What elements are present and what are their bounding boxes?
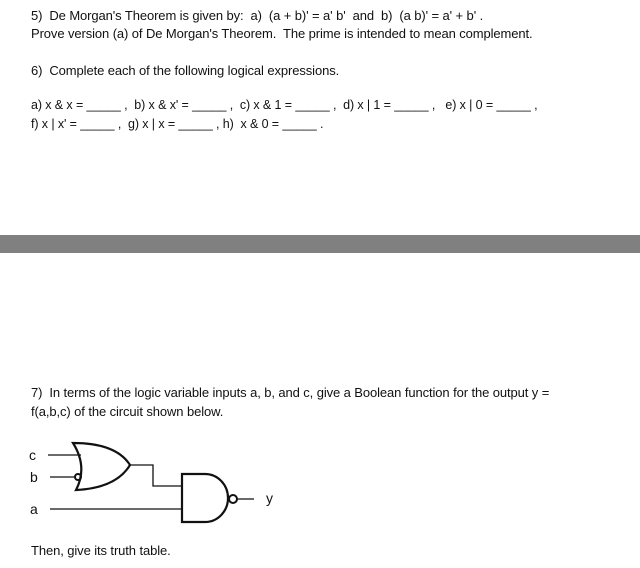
q7-footer: Then, give its truth table. — [31, 543, 171, 558]
q5-statement: 5) De Morgan's Theorem is given by: a) (a + b)' = a' b' and b) (a b)' = a' + b' . — [31, 8, 484, 23]
q6-expressions-row1: a) x & x = _____ , b) x & x' = _____ , c) x & 1 = _____ , d) x | 1 = _____ , e) x | 0 = _____ , — [31, 98, 538, 112]
q5-instruction: Prove version (a) of De Morgan's Theorem. The prime is intended to mean complement. — [31, 26, 533, 41]
input-a-label: a — [30, 501, 38, 517]
page-separator-band — [0, 235, 640, 253]
q6-heading: 6) Complete each of the following logical expressions. — [31, 63, 340, 78]
input-c-label: c — [29, 447, 36, 463]
q7-statement-cont: f(a,b,c) of the circuit shown below. — [31, 404, 224, 419]
nand-output-bubble — [229, 495, 237, 503]
nand-gate — [182, 474, 228, 522]
output-y-label: y — [266, 490, 273, 506]
input-b-label: b — [30, 469, 38, 485]
q6-expressions-row2: f) x | x' = _____ , g) x | x = _____ , h) x & 0 = _____ . — [31, 117, 324, 131]
or-gate — [73, 443, 130, 490]
logic-circuit-diagram — [0, 430, 320, 540]
q7-statement: 7) In terms of the logic variable inputs a, b, and c, give a Boolean function for the output y = — [31, 385, 550, 400]
wire-or-to-nand — [130, 465, 182, 486]
